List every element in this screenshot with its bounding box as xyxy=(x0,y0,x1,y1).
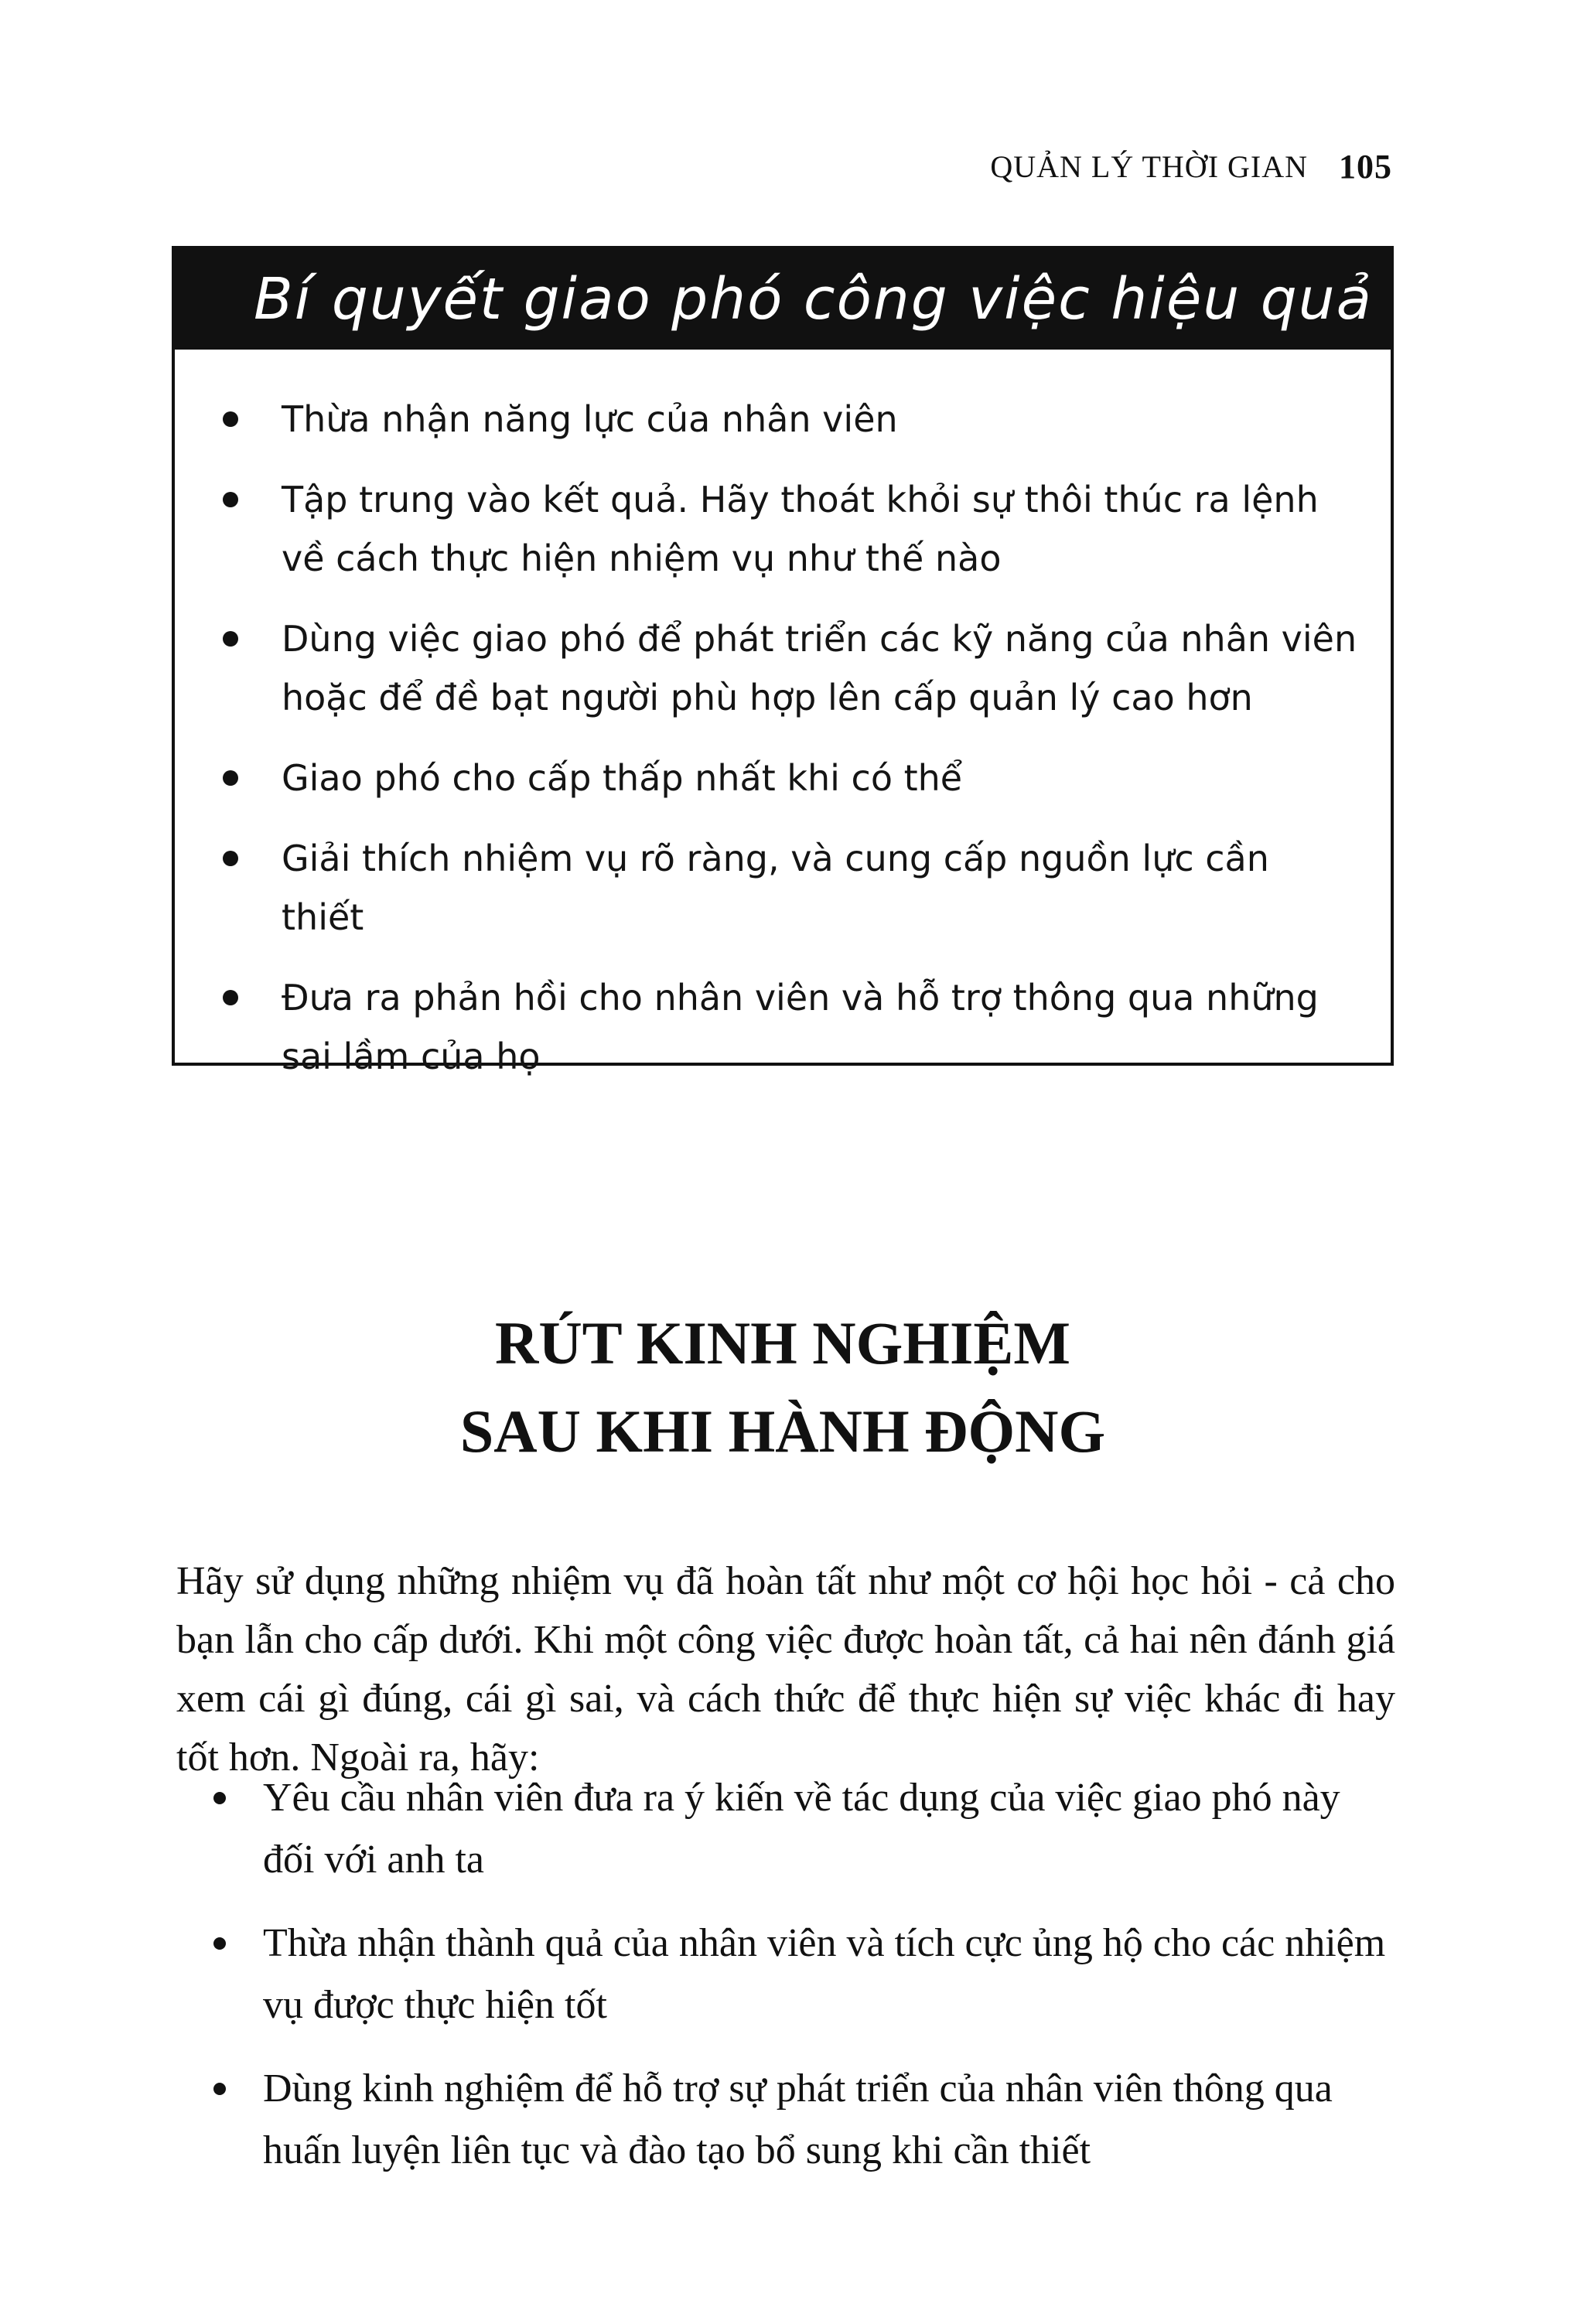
tip-text: Đưa ra phản hồi cho nhân viên và hỗ trợ thông qua những sai lầm của họ xyxy=(282,977,1319,1077)
body-list-text: Thừa nhận thành quả của nhân viên và tích cực ủng hộ cho các nhiệm vụ được thực hiện tốt xyxy=(263,1921,1386,2027)
tip-text: Dùng việc giao phó để phát triển các kỹ năng của nhân viên hoặc để đề bạt người phù hợp lên cấp quản lý cao hơn xyxy=(282,618,1357,718)
page-number: 105 xyxy=(1339,147,1392,186)
tip-list-item xyxy=(175,749,1360,807)
section-title-line-1: RÚT KINH NGHIỆM xyxy=(495,1309,1070,1377)
running-title: QUẢN LÝ THỜI GIAN xyxy=(990,148,1308,184)
bullet-icon xyxy=(213,2083,226,2095)
tip-box-title-bar xyxy=(175,249,1391,350)
bullet-icon xyxy=(223,411,238,427)
body-list-item xyxy=(176,1767,1395,1891)
tip-box-title: Bí quyết giao phó công việc hiệu quả xyxy=(254,266,1373,333)
section-title-line-2: SAU KHI HÀNH ĐỘNG xyxy=(459,1397,1106,1465)
bullet-icon xyxy=(223,990,238,1005)
bullet-icon xyxy=(223,631,238,647)
body-list-item xyxy=(176,2058,1395,2182)
tip-list-item xyxy=(175,968,1360,1086)
body-paragraph: Hãy sử dụng những nhiệm vụ đã hoàn tất như một cơ hội học hỏi - cả cho bạn lẫn cho cấp dưới. Khi một công việc được hoàn tất, cả hai nên đánh giá xem cái gì đúng, cái gì sai, và cách thức để thực hiện sự việc khác đi hay tốt hơn. Ngoài ra, hãy: xyxy=(176,1559,1395,1780)
bullet-icon xyxy=(223,851,238,866)
section-title xyxy=(172,1299,1394,1476)
bullet-icon xyxy=(213,1792,226,1804)
tip-list-item xyxy=(175,609,1360,727)
tip-list-item xyxy=(175,470,1360,588)
bullet-icon xyxy=(223,492,238,507)
bullet-icon xyxy=(223,770,238,786)
tip-text: Thừa nhận năng lực của nhân viên xyxy=(282,398,898,440)
body-list-item xyxy=(176,1913,1395,2036)
tip-text: Tập trung vào kết quả. Hãy thoát khỏi sự thôi thúc ra lệnh về cách thực hiện nhiệm vụ như thế nào xyxy=(282,479,1319,579)
tip-list-item xyxy=(175,829,1360,947)
body-list-text: Dùng kinh nghiệm để hỗ trợ sự phát triển của nhân viên thông qua huấn luyện liên tục và đào tạo bổ sung khi cần thiết xyxy=(263,2066,1333,2172)
tip-list xyxy=(175,350,1391,1086)
body-list xyxy=(176,1767,1395,2203)
body-list-text: Yêu cầu nhân viên đưa ra ý kiến về tác dụng của việc giao phó này đối với anh ta xyxy=(263,1776,1340,1882)
tip-text: Giao phó cho cấp thấp nhất khi có thể xyxy=(282,757,963,799)
bullet-icon xyxy=(213,1937,226,1950)
running-header xyxy=(951,135,1392,197)
tip-text: Giải thích nhiệm vụ rõ ràng, và cung cấp nguồn lực cần thiết xyxy=(282,838,1269,938)
tip-list-item xyxy=(175,390,1360,449)
tip-box xyxy=(172,246,1394,1077)
